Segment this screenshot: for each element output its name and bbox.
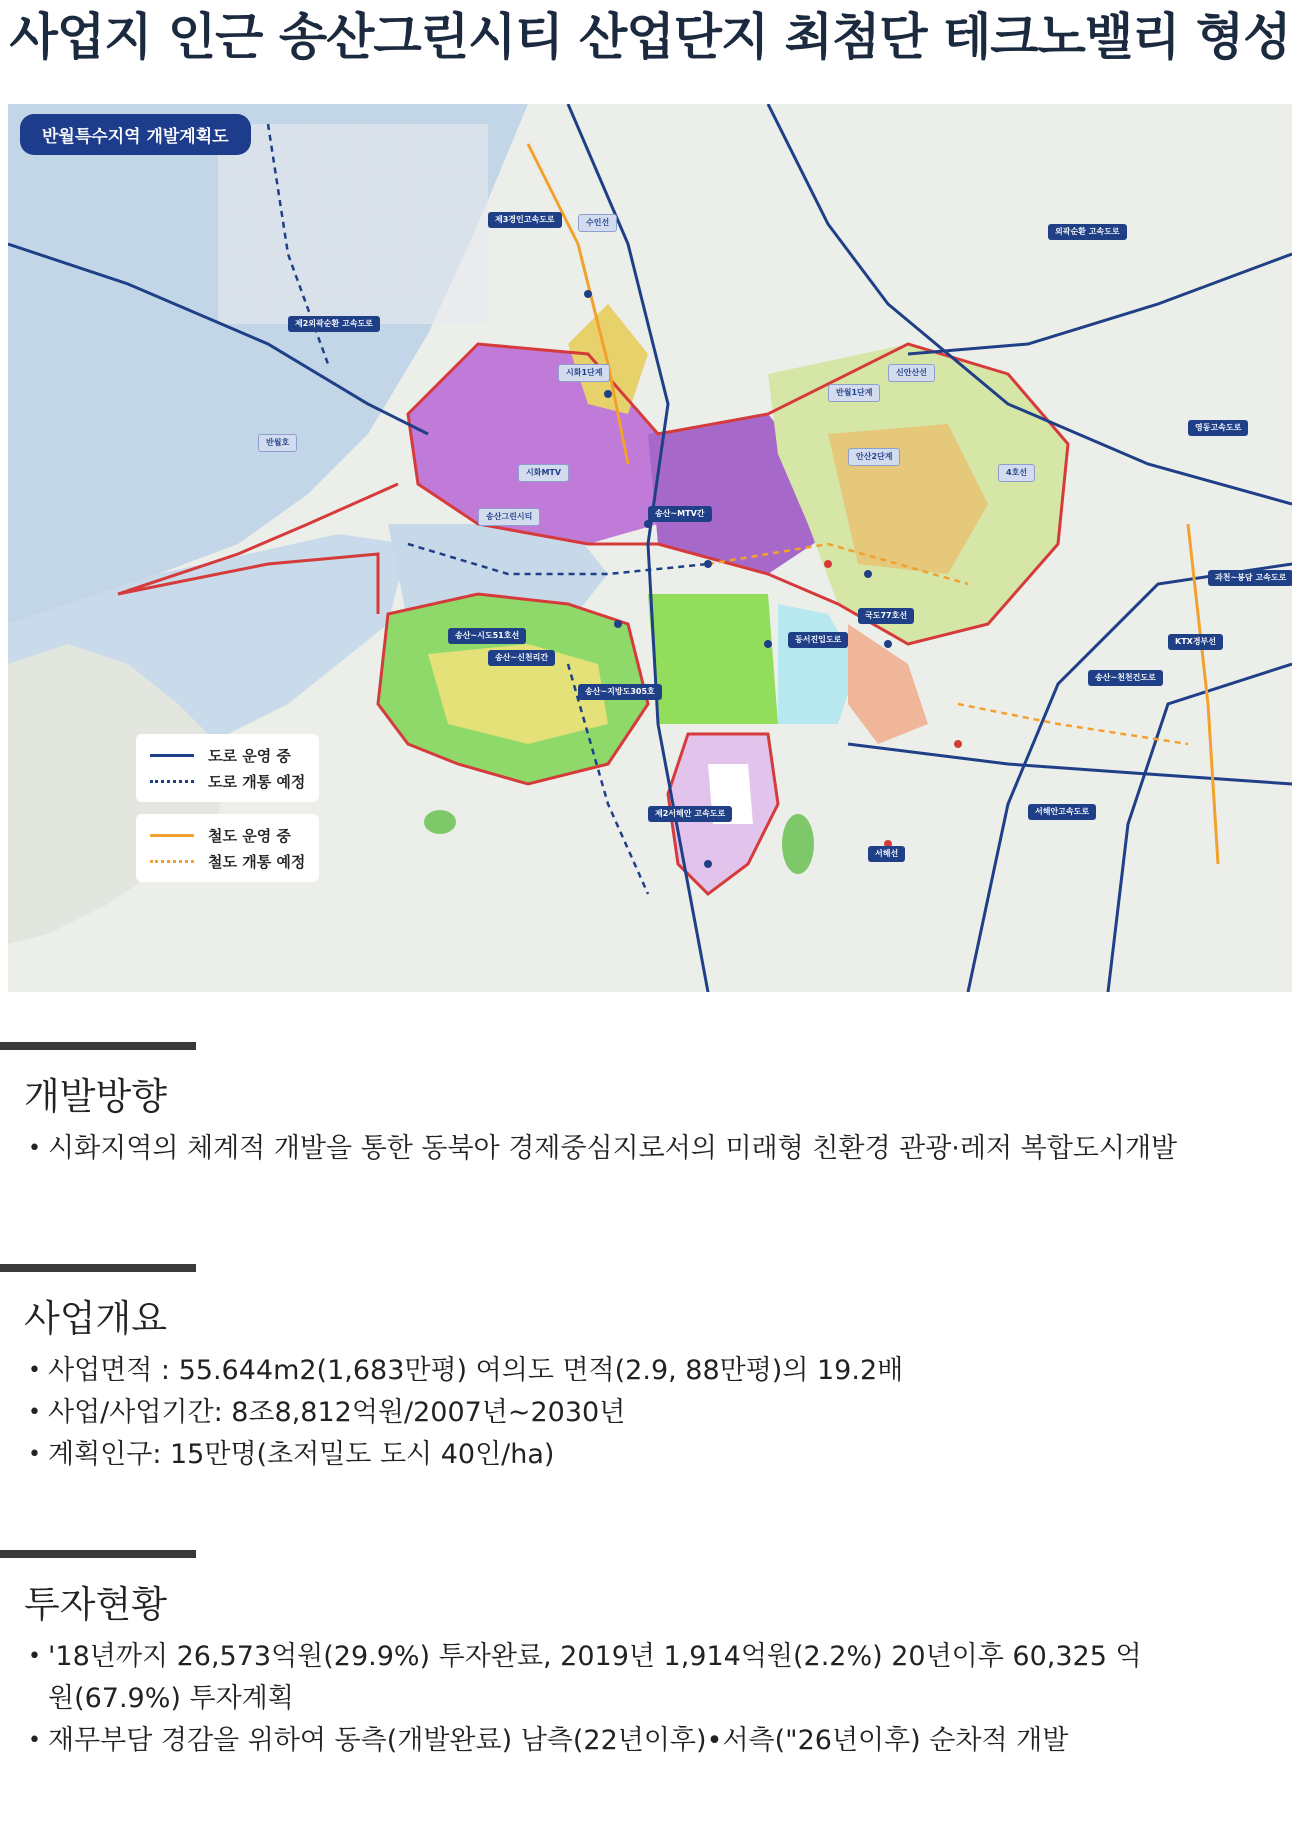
map-label: 송산그린시티 — [478, 508, 540, 526]
map-label: 외곽순환 고속도로 — [1048, 224, 1127, 240]
bullet-item: • 계획인구: 15만명(초저밀도 도시 40인/ha) — [28, 1434, 903, 1476]
development-plan-map — [8, 104, 1292, 992]
legend-road-operating — [150, 742, 305, 768]
map-label: KTX경부선 — [1168, 634, 1223, 650]
map-label: 신안산선 — [888, 364, 935, 382]
bullet-item: • 사업/사업기간: 8조8,812억원/2007년~2030년 — [28, 1392, 903, 1434]
map-label: 송산~지방도305호 — [578, 684, 662, 700]
bullet-list — [28, 1128, 1177, 1170]
legend-rail-planned — [150, 848, 305, 874]
legend-rail-operating-label: 철도 운영 중 — [208, 826, 291, 845]
legend-road-planned-swatch — [150, 780, 194, 783]
map-label: 제3경인고속도로 — [488, 212, 562, 228]
map-label: 서해선 — [868, 846, 905, 862]
map-legend-road — [136, 734, 319, 802]
map-label: 서해안고속도로 — [1028, 804, 1096, 820]
map-label: 안산2단계 — [848, 448, 900, 466]
section-divider — [0, 1042, 196, 1050]
map-label: 동서진입도로 — [788, 632, 848, 648]
bullet-item: • 재무부담 경감을 위하여 동측(개발완료) 남측(22년이후)•서측("26년이후) 순차적 개발 — [28, 1720, 1158, 1762]
legend-rail-planned-label: 철도 개통 예정 — [208, 852, 306, 871]
map-label: 국도77호선 — [858, 608, 914, 624]
map-label: 영동고속도로 — [1188, 420, 1248, 436]
map-label: 과천~봉담 고속도로 — [1208, 570, 1292, 586]
legend-road-planned — [150, 768, 305, 794]
map-label: 제2외곽순환 고속도로 — [288, 316, 380, 332]
legend-road-planned-label: 도로 개통 예정 — [208, 772, 306, 791]
section-heading: 개발방향 — [24, 1075, 167, 1118]
map-label: 시화MTV — [518, 464, 569, 482]
map-label: 수인선 — [578, 214, 617, 232]
bullet-item: • 사업면적 : 55.644m2(1,683만평) 여의도 면적(2.9, 88만평)의 19.2배 — [28, 1350, 903, 1392]
legend-rail-operating-swatch — [150, 834, 194, 837]
map-label: 반월호 — [258, 434, 297, 452]
legend-road-operating-label: 도로 운영 중 — [208, 746, 291, 765]
map-title-badge: 반월특수지역 개발계획도 — [20, 114, 251, 155]
legend-rail-operating — [150, 822, 305, 848]
map-label: 송산~천천건도로 — [1088, 670, 1163, 686]
legend-rail-planned-swatch — [150, 860, 194, 863]
map-label: 반월1단계 — [828, 384, 880, 402]
section-divider — [0, 1550, 196, 1558]
map-label: 송산~신천리간 — [488, 650, 555, 666]
map-legend-rail — [136, 814, 319, 882]
section-heading: 사업개요 — [24, 1297, 167, 1340]
bullet-list — [28, 1636, 1158, 1762]
map-label: 제2서해안 고속도로 — [648, 806, 732, 822]
section-divider — [0, 1264, 196, 1272]
map-label: 송산~MTV간 — [648, 506, 712, 522]
legend-road-operating-swatch — [150, 754, 194, 757]
map-label: 송산~시도51호선 — [448, 628, 526, 644]
map-label: 시화1단계 — [558, 364, 610, 382]
section-heading: 투자현황 — [24, 1583, 167, 1626]
map-label: 4호선 — [998, 464, 1035, 482]
bullet-list — [28, 1350, 903, 1476]
bullet-item: • 시화지역의 체계적 개발을 통한 동북아 경제중심지로서의 미래형 친환경 관광·레저 복합도시개발 — [28, 1128, 1177, 1170]
bullet-item: • '18년까지 26,573억원(29.9%) 투자완료, 2019년 1,914억원(2.2%) 20년이후 60,325 억원(67.9%) 투자계획 — [28, 1636, 1158, 1720]
page-title: 사업지 인근 송산그린시티 산업단지 최첨단 테크노밸리 형성 — [9, 8, 1291, 66]
